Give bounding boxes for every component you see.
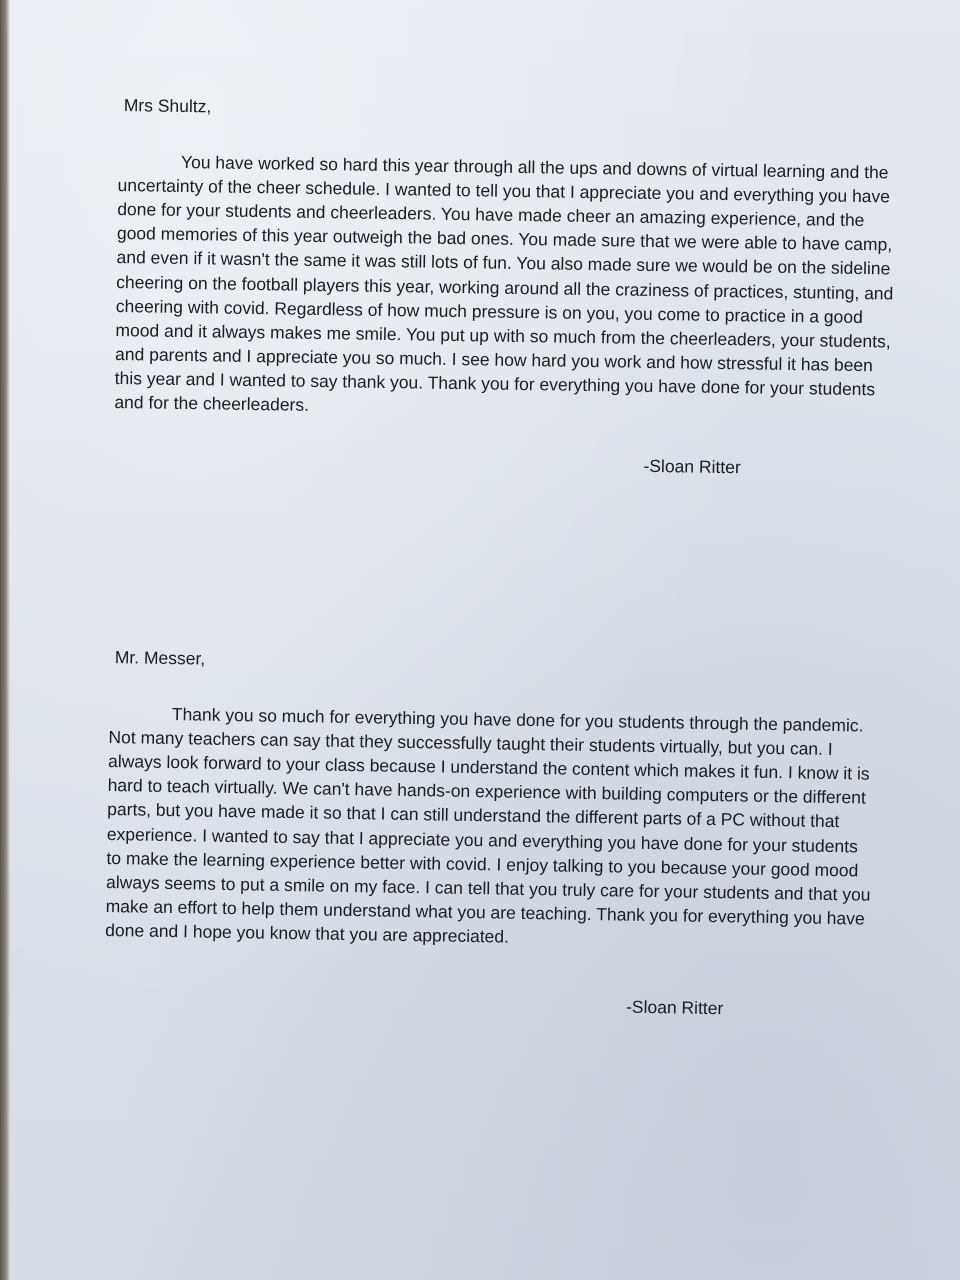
letter-body: You have worked so hard this year through all the ups and downs of virtual learning and the uncertainty of the cheer schedule. I wanted to tell you that I appreciate you and everything you have done for your students and cheerleaders. You have made cheer an amazing experience, and the good memories of this year outweigh the bad ones. You made sure that we were able to have camp, and even if it wasn't the same it was still lots of fun. You also made sure we would be on the sideline cheering on the football players this year, working around all the craziness of practices, stunting, and cheering with covid. Regardless of how much pressure is on you, you come to practice in a good mood and it always makes me smile. You put up with so much from the cheerleaders, your students, and parents and I appreciate you so much. I see how hard you work and how stressful it has been this year and I wanted to say thank you. Thank you for everything you have done for your students and for the cheerleaders.	[114, 152, 894, 415]
table-edge	[0, 0, 10, 1280]
letter-signature: -Sloan Ritter	[625, 996, 724, 1019]
letter-to-mrs-shultz	[113, 93, 897, 482]
letter-to-mr-messer	[104, 645, 880, 1023]
letter-salutation: Mrs Shultz,	[123, 95, 212, 117]
letter-salutation: Mr. Messer,	[114, 647, 206, 669]
letter-body: Thank you so much for everything you have done for you students through the pandemic. Not many teachers can say that they successfully taught their students virtually, but you can. I always look forward to your class because I understand the content which makes it fun. I know it is hard to teach virtually. We can't have hands-on experience with building computers or the different parts, but you have made it so that I can still understand the different parts of a PC without that experience. I wanted to say that I appreciate you and everything you have done for your students to make the learning experience better with covid. I enjoy talking to you because your good mood always seems to put a smile on my face. I can tell that you truly care for your students and that you make an effort to help them understand what you are teaching. Thank you for everything you have done and I hope you know that you are appreciated.	[105, 704, 871, 947]
letter-signature: -Sloan Ritter	[643, 455, 741, 478]
